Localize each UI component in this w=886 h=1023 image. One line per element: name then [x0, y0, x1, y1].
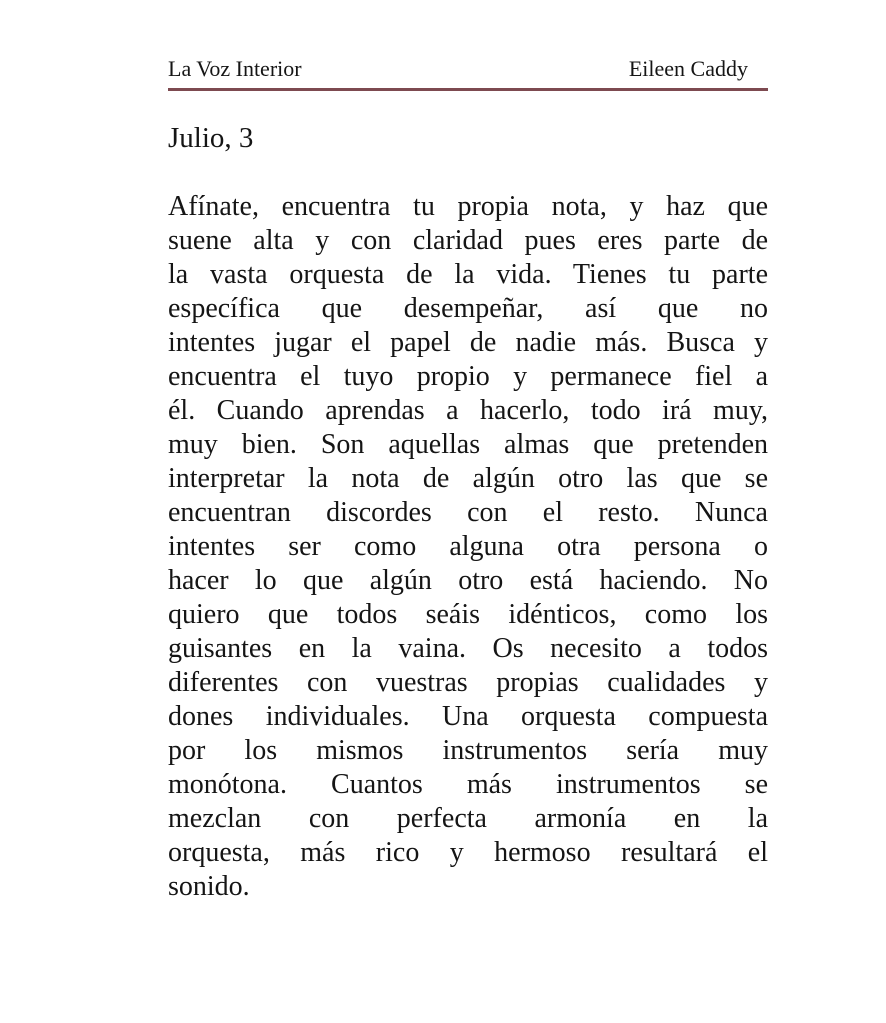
book-author: Eileen Caddy	[628, 56, 748, 81]
body-line: suene alta y con claridad pues eres parte de	[168, 225, 768, 256]
body-line: dones individuales. Una orquesta compuesta	[168, 701, 768, 732]
body-line: interpretar la nota de algún otro las que se	[168, 463, 768, 494]
body-line: hacer lo que algún otro está haciendo. No	[168, 565, 768, 596]
body-line: mezclan con perfecta armonía en la	[168, 803, 768, 834]
body-line: muy bien. Son aquellas almas que pretenden	[168, 429, 768, 460]
body-line: diferentes con vuestras propias cualidades y	[168, 667, 768, 698]
body-line: sonido.	[168, 871, 250, 902]
body-line: intentes jugar el papel de nadie más. Busca y	[168, 327, 768, 358]
body-line: por los mismos instrumentos sería muy	[168, 735, 768, 766]
body-line: específica que desempeñar, así que no	[168, 293, 768, 324]
date-heading: Julio, 3	[168, 122, 254, 154]
book-title: La Voz Interior	[168, 56, 302, 81]
body-line: encuentra el tuyo propio y permanece fiel a	[168, 361, 768, 392]
body-line: Afínate, encuentra tu propia nota, y haz que	[168, 191, 768, 222]
page-header	[168, 56, 768, 81]
book-page	[168, 0, 768, 904]
body-line: monótona. Cuantos más instrumentos se	[168, 769, 768, 800]
body-line: encuentran discordes con el resto. Nunca	[168, 497, 768, 528]
body-line: quiero que todos seáis idénticos, como los	[168, 599, 768, 630]
header-divider-rule	[168, 88, 768, 91]
body-line: la vasta orquesta de la vida. Tienes tu parte	[168, 259, 768, 290]
body-line: él. Cuando aprendas a hacerlo, todo irá muy,	[168, 395, 768, 426]
body-text	[168, 190, 768, 904]
body-line: intentes ser como alguna otra persona o	[168, 531, 768, 562]
body-line: guisantes en la vaina. Os necesito a todos	[168, 633, 768, 664]
body-line: orquesta, más rico y hermoso resultará el	[168, 837, 768, 868]
